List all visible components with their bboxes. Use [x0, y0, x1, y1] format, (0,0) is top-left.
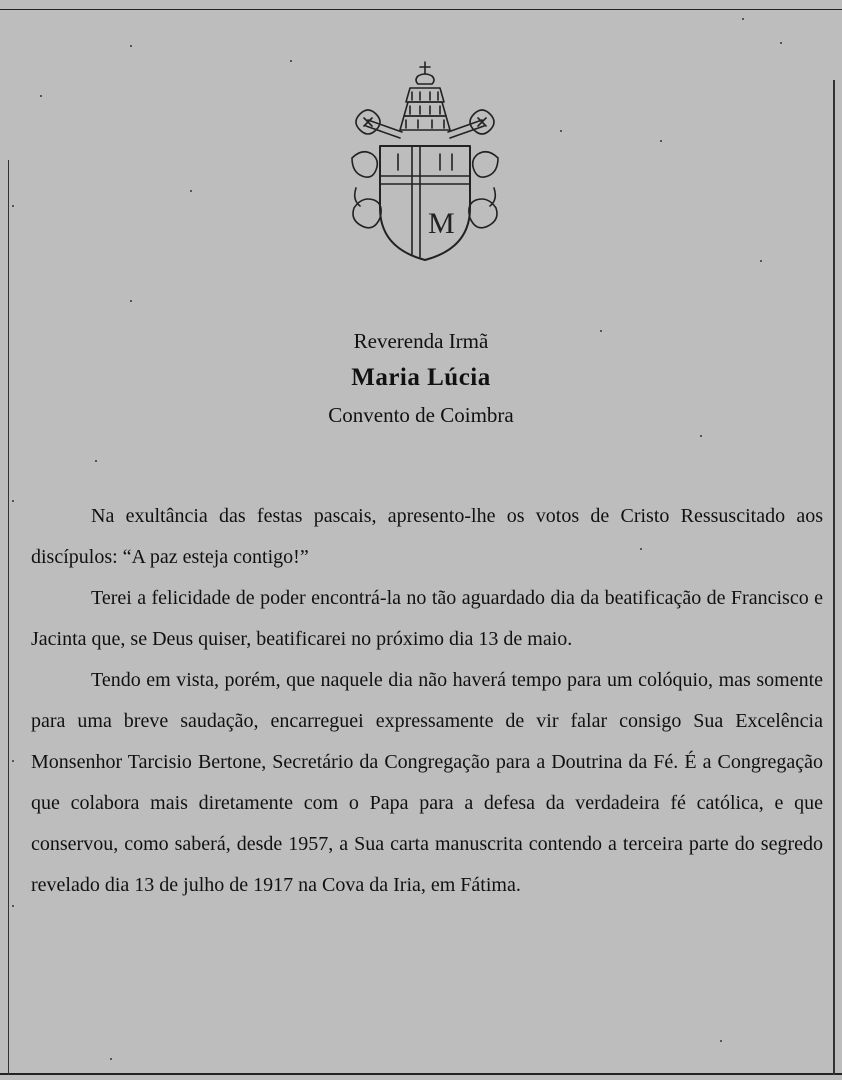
- recipient-address: [0, 324, 842, 432]
- letter-body: [31, 496, 823, 906]
- salutation: Reverenda Irmã: [353, 329, 489, 353]
- page-border-right: [833, 80, 835, 1075]
- paragraph: Terei a felicidade de poder encontrá-la no tão aguardado dia da beatificação de Francisco e Jacinta que, se Deus quiser, beatificarei no próximo dia 13 de maio.: [31, 587, 823, 650]
- svg-text:M: M: [428, 207, 455, 240]
- recipient-name: Maria Lúcia: [351, 364, 491, 391]
- recipient-place: Convento de Coimbra: [328, 403, 514, 427]
- page-border-left: [8, 160, 9, 1075]
- paragraph: Na exultância das festas pascais, apresento-lhe os votos de Cristo Ressuscitado aos discípulos: “A paz esteja contigo!”: [31, 505, 823, 568]
- page-border-top: [0, 9, 842, 10]
- page-border-bottom: [0, 1073, 842, 1075]
- paragraph: Tendo em vista, porém, que naquele dia não haverá tempo para um colóquio, mas somente para uma breve saudação, encarreguei expressamente de vir falar consigo Sua Excelência Monsenhor Tarcisio Bertone, Secretário da Congregação para a Doutrina da Fé. É a Congregação que colabora mais diretamente com o Papa para a defesa da verdadeira fé católica, e que conservou, como saberá, desde 1957, a Sua carta manuscrita contendo a terceira parte do segredo revelado dia 13 de julho de 1917 na Cova da Iria, em Fátima.: [31, 669, 823, 896]
- papal-coat-of-arms-icon: [340, 58, 510, 268]
